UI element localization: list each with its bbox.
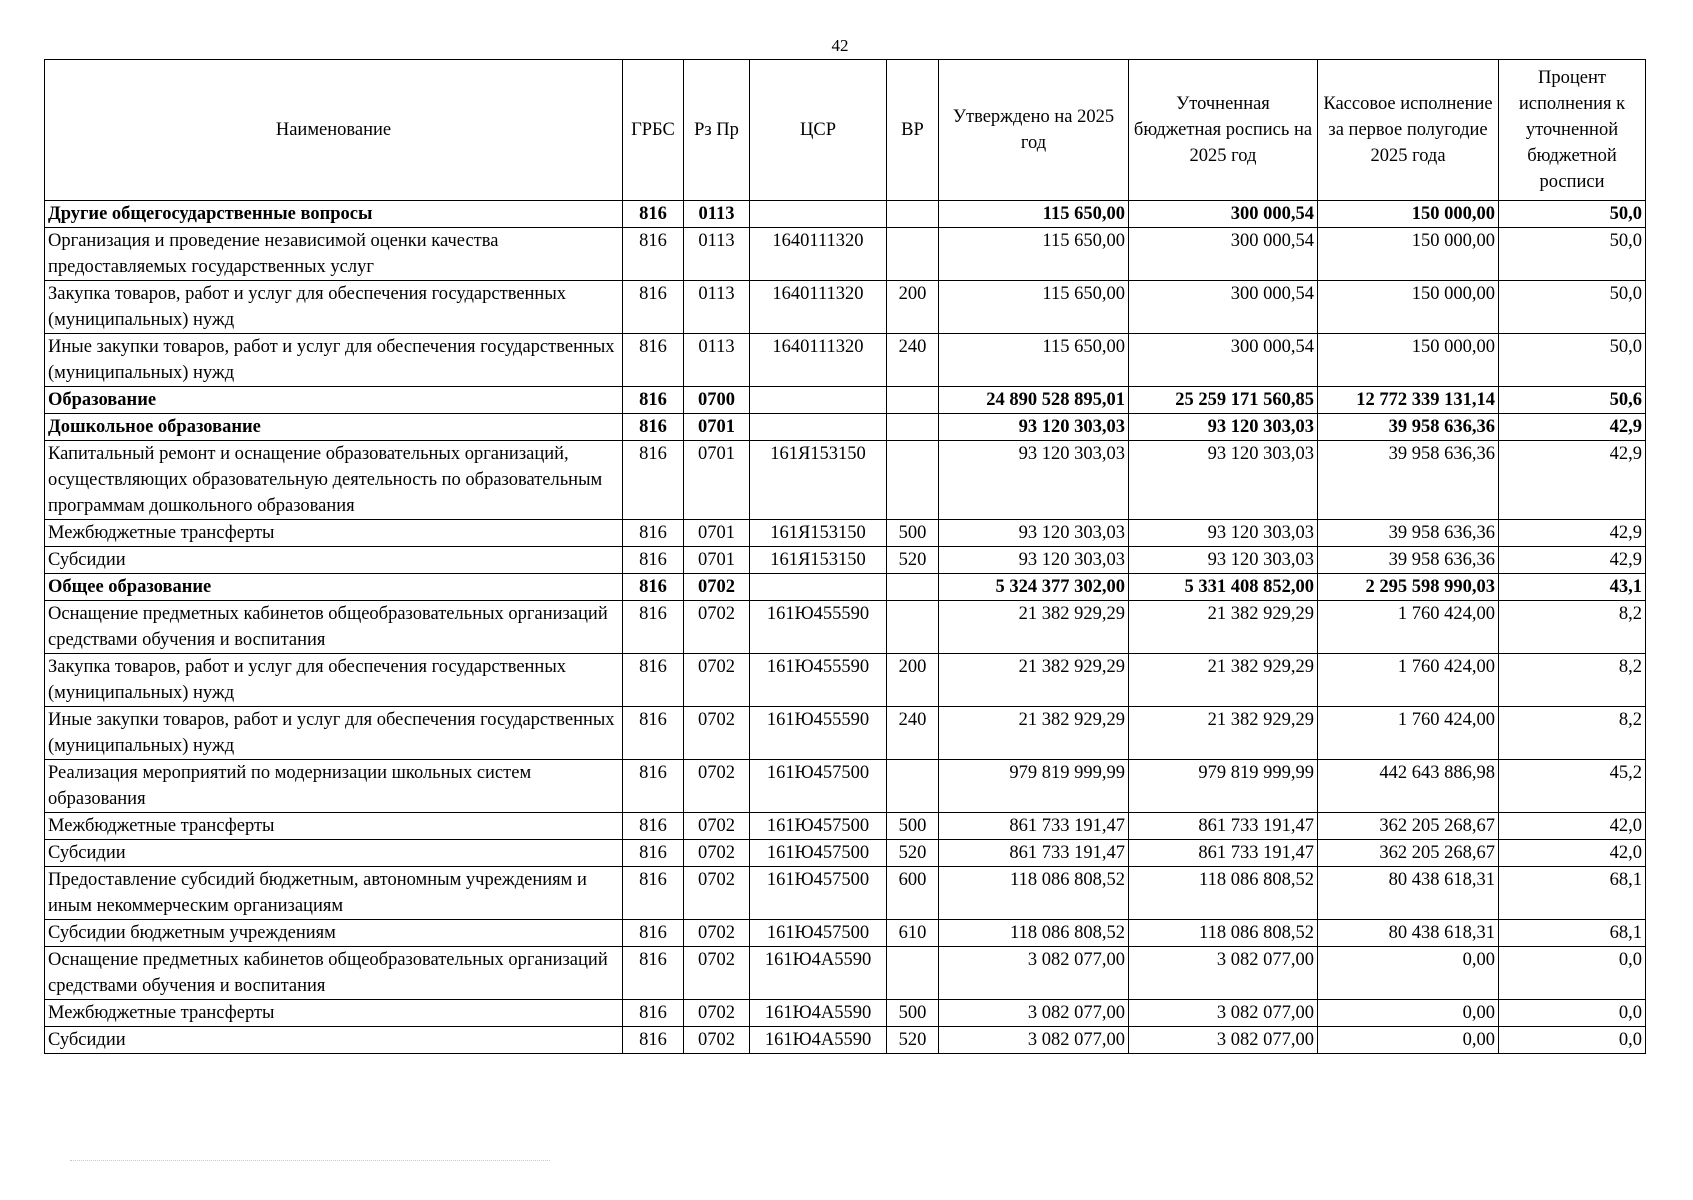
table-row: [45, 441, 1646, 520]
cell-name: Субсидии: [45, 547, 623, 574]
cell-name: Дошкольное образование: [45, 414, 623, 441]
cell-grbs: 816: [623, 707, 684, 760]
cell-percent: 8,2: [1499, 654, 1646, 707]
cell-cash: 362 205 268,67: [1318, 840, 1499, 867]
cell-percent: 0,0: [1499, 1000, 1646, 1027]
cell-grbs: 816: [623, 920, 684, 947]
table-row: [45, 1000, 1646, 1027]
cell-cash: 150 000,00: [1318, 334, 1499, 387]
cell-vr: [887, 414, 939, 441]
cell-rzpr: 0702: [684, 920, 750, 947]
cell-name: Общее образование: [45, 574, 623, 601]
cell-vr: [887, 760, 939, 813]
cell-csr: [750, 201, 887, 228]
cell-refined: 861 733 191,47: [1129, 813, 1318, 840]
cell-approved: 93 120 303,03: [939, 441, 1129, 520]
cell-rzpr: 0702: [684, 813, 750, 840]
cell-vr: 500: [887, 813, 939, 840]
cell-rzpr: 0702: [684, 760, 750, 813]
cell-grbs: 816: [623, 601, 684, 654]
cell-vr: [887, 601, 939, 654]
cell-refined: 118 086 808,52: [1129, 920, 1318, 947]
cell-rzpr: 0702: [684, 574, 750, 601]
table-row: [45, 520, 1646, 547]
cell-rzpr: 0113: [684, 228, 750, 281]
cell-name: Закупка товаров, работ и услуг для обеспечения государственных (муниципальных) нужд: [45, 654, 623, 707]
cell-csr: 161Ю457500: [750, 840, 887, 867]
cell-rzpr: 0700: [684, 387, 750, 414]
cell-csr: 161Ю4А5590: [750, 1000, 887, 1027]
cell-grbs: 816: [623, 228, 684, 281]
cell-rzpr: 0702: [684, 867, 750, 920]
cell-approved: 115 650,00: [939, 334, 1129, 387]
cell-cash: 1 760 424,00: [1318, 707, 1499, 760]
cell-refined: 93 120 303,03: [1129, 547, 1318, 574]
cell-refined: 21 382 929,29: [1129, 654, 1318, 707]
cell-vr: 500: [887, 520, 939, 547]
cell-approved: 93 120 303,03: [939, 414, 1129, 441]
cell-percent: 50,0: [1499, 334, 1646, 387]
table-row: [45, 707, 1646, 760]
cell-refined: 300 000,54: [1129, 334, 1318, 387]
cell-cash: 442 643 886,98: [1318, 760, 1499, 813]
cell-percent: 68,1: [1499, 920, 1646, 947]
cell-csr: 161Ю4А5590: [750, 947, 887, 1000]
cell-grbs: 816: [623, 867, 684, 920]
cell-cash: 1 760 424,00: [1318, 601, 1499, 654]
cell-csr: 161Ю455590: [750, 707, 887, 760]
cell-name: Оснащение предметных кабинетов общеобразовательных организаций средствами обучения и воспитания: [45, 947, 623, 1000]
cell-grbs: 816: [623, 574, 684, 601]
cell-percent: 45,2: [1499, 760, 1646, 813]
cell-refined: 21 382 929,29: [1129, 601, 1318, 654]
cell-grbs: 816: [623, 387, 684, 414]
cell-cash: 0,00: [1318, 1000, 1499, 1027]
cell-csr: [750, 574, 887, 601]
cell-percent: 50,0: [1499, 201, 1646, 228]
cell-rzpr: 0702: [684, 947, 750, 1000]
cell-vr: 610: [887, 920, 939, 947]
table-row: [45, 334, 1646, 387]
cell-vr: 200: [887, 281, 939, 334]
cell-csr: 161Ю457500: [750, 920, 887, 947]
cell-name: Субсидии: [45, 1027, 623, 1054]
cell-vr: [887, 387, 939, 414]
cell-approved: 3 082 077,00: [939, 1027, 1129, 1054]
cell-grbs: 816: [623, 414, 684, 441]
cell-cash: 150 000,00: [1318, 201, 1499, 228]
cell-vr: 200: [887, 654, 939, 707]
table-row: [45, 228, 1646, 281]
table-row: [45, 1027, 1646, 1054]
cell-csr: 161Я153150: [750, 520, 887, 547]
cell-refined: 25 259 171 560,85: [1129, 387, 1318, 414]
cell-name: Образование: [45, 387, 623, 414]
cell-percent: 50,6: [1499, 387, 1646, 414]
cell-approved: 115 650,00: [939, 201, 1129, 228]
cell-cash: 2 295 598 990,03: [1318, 574, 1499, 601]
cell-percent: 8,2: [1499, 601, 1646, 654]
table-row: [45, 654, 1646, 707]
cell-grbs: 816: [623, 760, 684, 813]
cell-approved: 24 890 528 895,01: [939, 387, 1129, 414]
cell-cash: 39 958 636,36: [1318, 547, 1499, 574]
cell-rzpr: 0702: [684, 707, 750, 760]
cell-name: Межбюджетные трансферты: [45, 813, 623, 840]
header-approved: Утверждено на 2025 год: [939, 60, 1129, 201]
cell-cash: 39 958 636,36: [1318, 520, 1499, 547]
cell-grbs: 816: [623, 947, 684, 1000]
cell-grbs: 816: [623, 547, 684, 574]
cell-grbs: 816: [623, 334, 684, 387]
cell-approved: 118 086 808,52: [939, 867, 1129, 920]
cell-rzpr: 0702: [684, 1027, 750, 1054]
scan-artifact: [70, 1160, 550, 1163]
cell-approved: 979 819 999,99: [939, 760, 1129, 813]
cell-vr: 520: [887, 840, 939, 867]
cell-rzpr: 0702: [684, 654, 750, 707]
header-rzpr: Рз Пр: [684, 60, 750, 201]
cell-grbs: 816: [623, 840, 684, 867]
table-body: [45, 201, 1646, 1054]
cell-grbs: 816: [623, 813, 684, 840]
table-header-row: [45, 60, 1646, 201]
cell-refined: 93 120 303,03: [1129, 520, 1318, 547]
cell-percent: 42,9: [1499, 520, 1646, 547]
cell-cash: 0,00: [1318, 947, 1499, 1000]
table-row: [45, 281, 1646, 334]
cell-vr: 240: [887, 707, 939, 760]
cell-vr: [887, 947, 939, 1000]
cell-refined: 118 086 808,52: [1129, 867, 1318, 920]
cell-cash: 39 958 636,36: [1318, 441, 1499, 520]
cell-rzpr: 0702: [684, 601, 750, 654]
cell-rzpr: 0702: [684, 840, 750, 867]
budget-execution-table: [44, 59, 1646, 1054]
cell-rzpr: 0113: [684, 281, 750, 334]
cell-rzpr: 0701: [684, 547, 750, 574]
cell-rzpr: 0702: [684, 1000, 750, 1027]
cell-refined: 979 819 999,99: [1129, 760, 1318, 813]
cell-refined: 21 382 929,29: [1129, 707, 1318, 760]
cell-rzpr: 0701: [684, 520, 750, 547]
cell-vr: 240: [887, 334, 939, 387]
cell-name: Закупка товаров, работ и услуг для обеспечения государственных (муниципальных) нужд: [45, 281, 623, 334]
cell-rzpr: 0701: [684, 414, 750, 441]
cell-approved: 861 733 191,47: [939, 813, 1129, 840]
cell-cash: 12 772 339 131,14: [1318, 387, 1499, 414]
table-row: [45, 387, 1646, 414]
cell-approved: 21 382 929,29: [939, 654, 1129, 707]
cell-name: Оснащение предметных кабинетов общеобразовательных организаций средствами обучения и воспитания: [45, 601, 623, 654]
cell-rzpr: 0113: [684, 334, 750, 387]
cell-vr: 520: [887, 1027, 939, 1054]
cell-name: Другие общегосударственные вопросы: [45, 201, 623, 228]
cell-refined: 300 000,54: [1129, 281, 1318, 334]
cell-grbs: 816: [623, 201, 684, 228]
table-row: [45, 920, 1646, 947]
cell-name: Межбюджетные трансферты: [45, 520, 623, 547]
cell-percent: 50,0: [1499, 228, 1646, 281]
table-row: [45, 840, 1646, 867]
table-row: [45, 760, 1646, 813]
cell-approved: 861 733 191,47: [939, 840, 1129, 867]
cell-refined: 93 120 303,03: [1129, 441, 1318, 520]
cell-csr: 1640111320: [750, 281, 887, 334]
cell-name: Капитальный ремонт и оснащение образовательных организаций, осуществляющих образовательную деятельность по образовательным программам дошкольного образования: [45, 441, 623, 520]
cell-csr: 161Ю457500: [750, 813, 887, 840]
cell-percent: 42,9: [1499, 547, 1646, 574]
cell-csr: 161Я153150: [750, 547, 887, 574]
cell-cash: 150 000,00: [1318, 228, 1499, 281]
table-row: [45, 547, 1646, 574]
cell-approved: 118 086 808,52: [939, 920, 1129, 947]
cell-rzpr: 0113: [684, 201, 750, 228]
cell-approved: 93 120 303,03: [939, 547, 1129, 574]
cell-refined: 300 000,54: [1129, 228, 1318, 281]
cell-percent: 8,2: [1499, 707, 1646, 760]
cell-percent: 68,1: [1499, 867, 1646, 920]
page-number: 42: [831, 36, 849, 55]
cell-percent: 50,0: [1499, 281, 1646, 334]
cell-csr: 161Ю4А5590: [750, 1027, 887, 1054]
cell-grbs: 816: [623, 281, 684, 334]
cell-name: Иные закупки товаров, работ и услуг для обеспечения государственных (муниципальных) нужд: [45, 707, 623, 760]
cell-csr: 1640111320: [750, 228, 887, 281]
cell-name: Субсидии бюджетным учреждениям: [45, 920, 623, 947]
cell-refined: 300 000,54: [1129, 201, 1318, 228]
table-row: [45, 947, 1646, 1000]
cell-vr: 520: [887, 547, 939, 574]
cell-vr: [887, 228, 939, 281]
cell-name: Иные закупки товаров, работ и услуг для обеспечения государственных (муниципальных) нужд: [45, 334, 623, 387]
cell-vr: [887, 441, 939, 520]
cell-grbs: 816: [623, 1000, 684, 1027]
cell-grbs: 816: [623, 654, 684, 707]
cell-csr: [750, 387, 887, 414]
cell-approved: 21 382 929,29: [939, 707, 1129, 760]
cell-cash: 39 958 636,36: [1318, 414, 1499, 441]
cell-csr: 161Ю455590: [750, 654, 887, 707]
cell-cash: 80 438 618,31: [1318, 867, 1499, 920]
cell-cash: 362 205 268,67: [1318, 813, 1499, 840]
cell-vr: 500: [887, 1000, 939, 1027]
cell-percent: 0,0: [1499, 1027, 1646, 1054]
cell-grbs: 816: [623, 441, 684, 520]
cell-name: Субсидии: [45, 840, 623, 867]
cell-refined: 3 082 077,00: [1129, 1000, 1318, 1027]
cell-cash: 150 000,00: [1318, 281, 1499, 334]
header-name: Наименование: [45, 60, 623, 201]
cell-approved: 93 120 303,03: [939, 520, 1129, 547]
header-vr: ВР: [887, 60, 939, 201]
cell-grbs: 816: [623, 520, 684, 547]
cell-approved: 3 082 077,00: [939, 947, 1129, 1000]
header-grbs: ГРБС: [623, 60, 684, 201]
cell-csr: 161Ю455590: [750, 601, 887, 654]
header-cash: Кассовое исполнение за первое полугодие 2025 года: [1318, 60, 1499, 201]
cell-approved: 21 382 929,29: [939, 601, 1129, 654]
cell-csr: 161Ю457500: [750, 867, 887, 920]
cell-grbs: 816: [623, 1027, 684, 1054]
cell-approved: 115 650,00: [939, 228, 1129, 281]
header-csr: ЦСР: [750, 60, 887, 201]
cell-percent: 0,0: [1499, 947, 1646, 1000]
cell-refined: 3 082 077,00: [1129, 947, 1318, 1000]
table-row: [45, 574, 1646, 601]
cell-approved: 115 650,00: [939, 281, 1129, 334]
cell-name: Организация и проведение независимой оценки качества предоставляемых государственных услуг: [45, 228, 623, 281]
cell-percent: 43,1: [1499, 574, 1646, 601]
cell-vr: 600: [887, 867, 939, 920]
cell-percent: 42,9: [1499, 441, 1646, 520]
cell-refined: 5 331 408 852,00: [1129, 574, 1318, 601]
cell-csr: 161Я153150: [750, 441, 887, 520]
header-refined: Уточненная бюджетная роспись на 2025 год: [1129, 60, 1318, 201]
cell-refined: 861 733 191,47: [1129, 840, 1318, 867]
table-row: [45, 813, 1646, 840]
cell-csr: 161Ю457500: [750, 760, 887, 813]
cell-percent: 42,9: [1499, 414, 1646, 441]
cell-refined: 3 082 077,00: [1129, 1027, 1318, 1054]
cell-name: Предоставление субсидий бюджетным, автономным учреждениям и иным некоммерческим организациям: [45, 867, 623, 920]
cell-refined: 93 120 303,03: [1129, 414, 1318, 441]
cell-approved: 5 324 377 302,00: [939, 574, 1129, 601]
cell-cash: 1 760 424,00: [1318, 654, 1499, 707]
cell-name: Межбюджетные трансферты: [45, 1000, 623, 1027]
cell-vr: [887, 201, 939, 228]
cell-cash: 0,00: [1318, 1027, 1499, 1054]
cell-name: Реализация мероприятий по модернизации школьных систем образования: [45, 760, 623, 813]
table-row: [45, 201, 1646, 228]
cell-percent: 42,0: [1499, 840, 1646, 867]
cell-csr: 1640111320: [750, 334, 887, 387]
header-percent: Процент исполнения к уточненной бюджетной росписи: [1499, 60, 1646, 201]
cell-percent: 42,0: [1499, 813, 1646, 840]
table-row: [45, 414, 1646, 441]
cell-rzpr: 0701: [684, 441, 750, 520]
cell-vr: [887, 574, 939, 601]
cell-approved: 3 082 077,00: [939, 1000, 1129, 1027]
table-row: [45, 867, 1646, 920]
cell-csr: [750, 414, 887, 441]
cell-cash: 80 438 618,31: [1318, 920, 1499, 947]
table-row: [45, 601, 1646, 654]
